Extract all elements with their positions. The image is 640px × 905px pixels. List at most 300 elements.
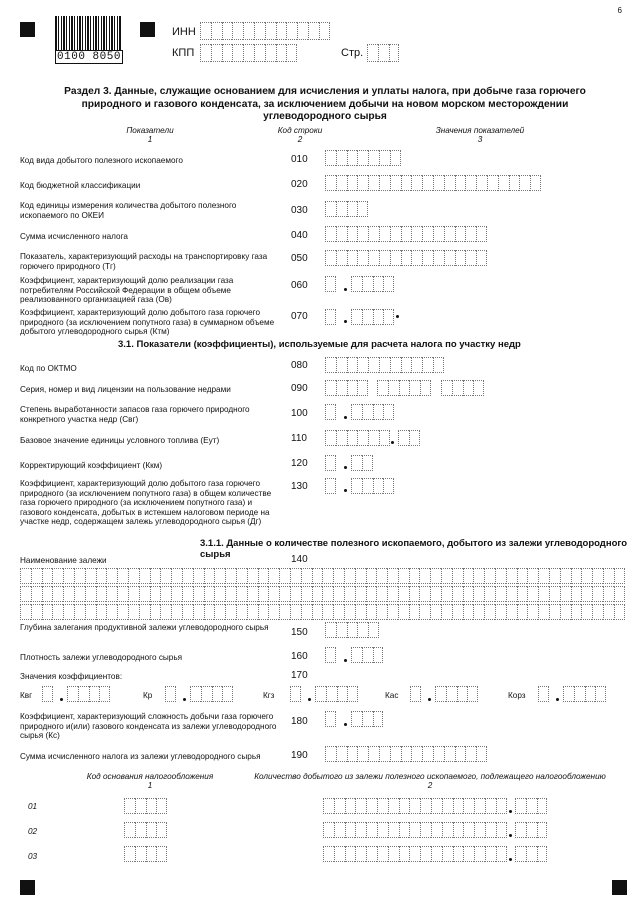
char-cell[interactable] bbox=[476, 250, 487, 266]
char-cell[interactable] bbox=[254, 22, 265, 40]
char-cell[interactable] bbox=[357, 175, 368, 191]
char-cell[interactable] bbox=[99, 686, 110, 702]
char-cell[interactable] bbox=[96, 586, 107, 602]
char-cell[interactable] bbox=[509, 175, 520, 191]
char-cell[interactable] bbox=[614, 568, 625, 584]
char-cell[interactable] bbox=[549, 604, 560, 620]
char-cell[interactable] bbox=[401, 746, 412, 762]
char-cell[interactable] bbox=[366, 846, 377, 862]
char-cell[interactable] bbox=[517, 586, 528, 602]
field-120-frac[interactable] bbox=[351, 455, 373, 471]
char-cell[interactable] bbox=[420, 846, 431, 862]
char-cell[interactable] bbox=[422, 357, 433, 373]
char-cell[interactable] bbox=[444, 226, 455, 242]
char-cell[interactable] bbox=[171, 586, 182, 602]
char-cell[interactable] bbox=[474, 798, 485, 814]
char-cell[interactable] bbox=[435, 686, 446, 702]
bottom-row-01-frac[interactable] bbox=[515, 798, 547, 814]
char-cell[interactable] bbox=[336, 430, 347, 446]
char-cell[interactable] bbox=[538, 568, 549, 584]
char-cell[interactable] bbox=[592, 586, 603, 602]
char-cell[interactable] bbox=[463, 846, 474, 862]
char-cell[interactable] bbox=[193, 568, 204, 584]
char-cell[interactable] bbox=[347, 746, 358, 762]
char-cell[interactable] bbox=[563, 686, 574, 702]
char-cell[interactable] bbox=[515, 846, 526, 862]
field-130-frac[interactable] bbox=[351, 478, 394, 494]
char-cell[interactable] bbox=[85, 604, 96, 620]
char-cell[interactable] bbox=[347, 201, 358, 217]
char-cell[interactable] bbox=[290, 586, 301, 602]
char-cell[interactable] bbox=[325, 711, 336, 727]
field-kvg-int[interactable] bbox=[42, 686, 53, 702]
field-kgz-frac[interactable] bbox=[315, 686, 358, 702]
char-cell[interactable] bbox=[368, 226, 379, 242]
char-cell[interactable] bbox=[200, 44, 211, 62]
char-cell[interactable] bbox=[526, 846, 537, 862]
char-cell[interactable] bbox=[362, 404, 373, 420]
field-020[interactable] bbox=[325, 175, 541, 191]
char-cell[interactable] bbox=[135, 846, 146, 862]
char-cell[interactable] bbox=[398, 604, 409, 620]
char-cell[interactable] bbox=[387, 586, 398, 602]
char-cell[interactable] bbox=[373, 478, 384, 494]
field-100-int[interactable] bbox=[325, 404, 336, 420]
char-cell[interactable] bbox=[78, 686, 89, 702]
char-cell[interactable] bbox=[368, 430, 379, 446]
char-cell[interactable] bbox=[409, 380, 420, 396]
char-cell[interactable] bbox=[476, 175, 487, 191]
char-cell[interactable] bbox=[484, 568, 495, 584]
char-cell[interactable] bbox=[463, 568, 474, 584]
char-cell[interactable] bbox=[367, 44, 378, 62]
char-cell[interactable] bbox=[377, 846, 388, 862]
field-kas-frac[interactable] bbox=[435, 686, 478, 702]
char-cell[interactable] bbox=[265, 44, 276, 62]
char-cell[interactable] bbox=[442, 798, 453, 814]
char-cell[interactable] bbox=[430, 568, 441, 584]
char-cell[interactable] bbox=[222, 44, 233, 62]
char-cell[interactable] bbox=[376, 586, 387, 602]
char-cell[interactable] bbox=[74, 568, 85, 584]
field-180-int[interactable] bbox=[325, 711, 336, 727]
char-cell[interactable] bbox=[484, 586, 495, 602]
char-cell[interactable] bbox=[42, 604, 53, 620]
char-cell[interactable] bbox=[399, 380, 410, 396]
char-cell[interactable] bbox=[419, 586, 430, 602]
char-cell[interactable] bbox=[378, 44, 389, 62]
char-cell[interactable] bbox=[441, 380, 452, 396]
bottom-row-03-frac[interactable] bbox=[515, 846, 547, 862]
char-cell[interactable] bbox=[401, 175, 412, 191]
char-cell[interactable] bbox=[463, 380, 474, 396]
char-cell[interactable] bbox=[357, 430, 368, 446]
char-cell[interactable] bbox=[581, 568, 592, 584]
char-cell[interactable] bbox=[204, 568, 215, 584]
char-cell[interactable] bbox=[85, 586, 96, 602]
char-cell[interactable] bbox=[377, 380, 388, 396]
field-korz-int[interactable] bbox=[538, 686, 549, 702]
char-cell[interactable] bbox=[351, 309, 362, 325]
char-cell[interactable] bbox=[485, 798, 496, 814]
char-cell[interactable] bbox=[517, 568, 528, 584]
char-cell[interactable] bbox=[357, 250, 368, 266]
char-cell[interactable] bbox=[463, 798, 474, 814]
char-cell[interactable] bbox=[453, 798, 464, 814]
field-190[interactable] bbox=[325, 746, 487, 762]
char-cell[interactable] bbox=[452, 380, 463, 396]
char-cell[interactable] bbox=[165, 686, 176, 702]
char-cell[interactable] bbox=[52, 604, 63, 620]
char-cell[interactable] bbox=[74, 586, 85, 602]
char-cell[interactable] bbox=[325, 201, 336, 217]
char-cell[interactable] bbox=[377, 822, 388, 838]
char-cell[interactable] bbox=[323, 798, 334, 814]
char-cell[interactable] bbox=[42, 568, 53, 584]
char-cell[interactable] bbox=[351, 276, 362, 292]
char-cell[interactable] bbox=[473, 604, 484, 620]
char-cell[interactable] bbox=[387, 568, 398, 584]
field-040[interactable] bbox=[325, 226, 487, 242]
char-cell[interactable] bbox=[442, 822, 453, 838]
char-cell[interactable] bbox=[362, 711, 373, 727]
char-cell[interactable] bbox=[527, 604, 538, 620]
char-cell[interactable] bbox=[377, 798, 388, 814]
char-cell[interactable] bbox=[379, 250, 390, 266]
char-cell[interactable] bbox=[441, 604, 452, 620]
char-cell[interactable] bbox=[463, 604, 474, 620]
char-cell[interactable] bbox=[467, 686, 478, 702]
char-cell[interactable] bbox=[325, 647, 336, 663]
char-cell[interactable] bbox=[258, 604, 269, 620]
bottom-row-03-int[interactable] bbox=[323, 846, 507, 862]
char-cell[interactable] bbox=[390, 746, 401, 762]
char-cell[interactable] bbox=[465, 175, 476, 191]
char-cell[interactable] bbox=[368, 746, 379, 762]
char-cell[interactable] bbox=[279, 568, 290, 584]
char-cell[interactable] bbox=[571, 568, 582, 584]
char-cell[interactable] bbox=[319, 22, 330, 40]
char-cell[interactable] bbox=[334, 846, 345, 862]
char-cell[interactable] bbox=[222, 686, 233, 702]
char-cell[interactable] bbox=[325, 150, 336, 166]
char-cell[interactable] bbox=[63, 586, 74, 602]
char-cell[interactable] bbox=[433, 250, 444, 266]
char-cell[interactable] bbox=[347, 175, 358, 191]
char-cell[interactable] bbox=[496, 798, 507, 814]
page-field[interactable] bbox=[367, 44, 399, 62]
char-cell[interactable] bbox=[465, 226, 476, 242]
bottom-row-02-int[interactable] bbox=[323, 822, 507, 838]
field-kvg-frac[interactable] bbox=[67, 686, 110, 702]
char-cell[interactable] bbox=[347, 226, 358, 242]
char-cell[interactable] bbox=[236, 604, 247, 620]
char-cell[interactable] bbox=[538, 686, 549, 702]
char-cell[interactable] bbox=[389, 44, 400, 62]
bottom-row-02-frac[interactable] bbox=[515, 822, 547, 838]
bottom-row-03-code[interactable] bbox=[124, 846, 167, 862]
char-cell[interactable] bbox=[455, 746, 466, 762]
char-cell[interactable] bbox=[571, 586, 582, 602]
char-cell[interactable] bbox=[297, 22, 308, 40]
char-cell[interactable] bbox=[473, 380, 484, 396]
field-160-frac[interactable] bbox=[351, 647, 383, 663]
char-cell[interactable] bbox=[441, 586, 452, 602]
char-cell[interactable] bbox=[156, 822, 167, 838]
char-cell[interactable] bbox=[433, 175, 444, 191]
char-cell[interactable] bbox=[476, 226, 487, 242]
char-cell[interactable] bbox=[247, 604, 258, 620]
char-cell[interactable] bbox=[560, 604, 571, 620]
char-cell[interactable] bbox=[182, 568, 193, 584]
char-cell[interactable] bbox=[366, 586, 377, 602]
field-150[interactable] bbox=[325, 622, 379, 638]
char-cell[interactable] bbox=[420, 380, 431, 396]
char-cell[interactable] bbox=[214, 604, 225, 620]
char-cell[interactable] bbox=[398, 586, 409, 602]
char-cell[interactable] bbox=[441, 568, 452, 584]
field-090-series[interactable] bbox=[325, 380, 368, 396]
char-cell[interactable] bbox=[506, 568, 517, 584]
bottom-row-02-code[interactable] bbox=[124, 822, 167, 838]
char-cell[interactable] bbox=[301, 568, 312, 584]
bottom-row-01-code[interactable] bbox=[124, 798, 167, 814]
field-kas-int[interactable] bbox=[410, 686, 421, 702]
char-cell[interactable] bbox=[279, 586, 290, 602]
char-cell[interactable] bbox=[182, 586, 193, 602]
char-cell[interactable] bbox=[312, 604, 323, 620]
char-cell[interactable] bbox=[150, 586, 161, 602]
field-110-frac[interactable] bbox=[398, 430, 420, 446]
char-cell[interactable] bbox=[333, 586, 344, 602]
char-cell[interactable] bbox=[325, 746, 336, 762]
char-cell[interactable] bbox=[457, 686, 468, 702]
char-cell[interactable] bbox=[265, 22, 276, 40]
field-140-line3[interactable] bbox=[20, 604, 625, 620]
char-cell[interactable] bbox=[373, 711, 384, 727]
char-cell[interactable] bbox=[496, 846, 507, 862]
field-110-int[interactable] bbox=[325, 430, 390, 446]
field-140-line1[interactable] bbox=[20, 568, 625, 584]
char-cell[interactable] bbox=[146, 798, 157, 814]
char-cell[interactable] bbox=[368, 622, 379, 638]
char-cell[interactable] bbox=[530, 175, 541, 191]
char-cell[interactable] bbox=[455, 226, 466, 242]
char-cell[interactable] bbox=[243, 44, 254, 62]
char-cell[interactable] bbox=[268, 586, 279, 602]
char-cell[interactable] bbox=[366, 822, 377, 838]
char-cell[interactable] bbox=[357, 357, 368, 373]
char-cell[interactable] bbox=[409, 430, 420, 446]
char-cell[interactable] bbox=[379, 430, 390, 446]
char-cell[interactable] bbox=[63, 604, 74, 620]
char-cell[interactable] bbox=[485, 846, 496, 862]
char-cell[interactable] bbox=[351, 455, 362, 471]
char-cell[interactable] bbox=[519, 175, 530, 191]
char-cell[interactable] bbox=[355, 822, 366, 838]
char-cell[interactable] bbox=[362, 276, 373, 292]
char-cell[interactable] bbox=[351, 711, 362, 727]
char-cell[interactable] bbox=[214, 586, 225, 602]
inn-field[interactable] bbox=[200, 22, 330, 40]
char-cell[interactable] bbox=[322, 586, 333, 602]
char-cell[interactable] bbox=[433, 746, 444, 762]
char-cell[interactable] bbox=[379, 175, 390, 191]
char-cell[interactable] bbox=[63, 568, 74, 584]
char-cell[interactable] bbox=[347, 686, 358, 702]
char-cell[interactable] bbox=[96, 604, 107, 620]
char-cell[interactable] bbox=[463, 822, 474, 838]
char-cell[interactable] bbox=[312, 586, 323, 602]
char-cell[interactable] bbox=[325, 478, 336, 494]
char-cell[interactable] bbox=[236, 586, 247, 602]
char-cell[interactable] bbox=[419, 568, 430, 584]
char-cell[interactable] bbox=[351, 478, 362, 494]
char-cell[interactable] bbox=[52, 568, 63, 584]
char-cell[interactable] bbox=[383, 309, 394, 325]
char-cell[interactable] bbox=[232, 44, 243, 62]
char-cell[interactable] bbox=[315, 686, 326, 702]
char-cell[interactable] bbox=[409, 568, 420, 584]
char-cell[interactable] bbox=[390, 250, 401, 266]
char-cell[interactable] bbox=[399, 822, 410, 838]
char-cell[interactable] bbox=[376, 568, 387, 584]
char-cell[interactable] bbox=[366, 568, 377, 584]
char-cell[interactable] bbox=[366, 798, 377, 814]
char-cell[interactable] bbox=[193, 604, 204, 620]
char-cell[interactable] bbox=[301, 586, 312, 602]
char-cell[interactable] bbox=[67, 686, 78, 702]
char-cell[interactable] bbox=[117, 568, 128, 584]
char-cell[interactable] bbox=[135, 822, 146, 838]
char-cell[interactable] bbox=[373, 276, 384, 292]
char-cell[interactable] bbox=[247, 586, 258, 602]
char-cell[interactable] bbox=[473, 586, 484, 602]
char-cell[interactable] bbox=[409, 798, 420, 814]
char-cell[interactable] bbox=[325, 226, 336, 242]
char-cell[interactable] bbox=[399, 798, 410, 814]
char-cell[interactable] bbox=[444, 250, 455, 266]
char-cell[interactable] bbox=[614, 604, 625, 620]
char-cell[interactable] bbox=[190, 686, 201, 702]
char-cell[interactable] bbox=[357, 380, 368, 396]
char-cell[interactable] bbox=[537, 822, 548, 838]
char-cell[interactable] bbox=[276, 44, 287, 62]
char-cell[interactable] bbox=[124, 846, 135, 862]
char-cell[interactable] bbox=[336, 175, 347, 191]
char-cell[interactable] bbox=[409, 822, 420, 838]
field-090-number[interactable] bbox=[377, 380, 431, 396]
char-cell[interactable] bbox=[379, 226, 390, 242]
char-cell[interactable] bbox=[171, 604, 182, 620]
char-cell[interactable] bbox=[325, 430, 336, 446]
field-080[interactable] bbox=[325, 357, 444, 373]
char-cell[interactable] bbox=[560, 568, 571, 584]
char-cell[interactable] bbox=[560, 586, 571, 602]
char-cell[interactable] bbox=[336, 150, 347, 166]
char-cell[interactable] bbox=[156, 846, 167, 862]
char-cell[interactable] bbox=[585, 686, 596, 702]
char-cell[interactable] bbox=[485, 822, 496, 838]
char-cell[interactable] bbox=[465, 746, 476, 762]
char-cell[interactable] bbox=[225, 568, 236, 584]
field-160-int[interactable] bbox=[325, 647, 336, 663]
char-cell[interactable] bbox=[444, 175, 455, 191]
field-kr-int[interactable] bbox=[165, 686, 176, 702]
char-cell[interactable] bbox=[390, 175, 401, 191]
char-cell[interactable] bbox=[89, 686, 100, 702]
field-kgz-int[interactable] bbox=[290, 686, 301, 702]
char-cell[interactable] bbox=[506, 586, 517, 602]
field-korz-frac[interactable] bbox=[563, 686, 606, 702]
char-cell[interactable] bbox=[527, 568, 538, 584]
field-090-type[interactable] bbox=[441, 380, 484, 396]
char-cell[interactable] bbox=[390, 357, 401, 373]
char-cell[interactable] bbox=[334, 822, 345, 838]
char-cell[interactable] bbox=[411, 226, 422, 242]
char-cell[interactable] bbox=[362, 309, 373, 325]
char-cell[interactable] bbox=[463, 586, 474, 602]
char-cell[interactable] bbox=[325, 380, 336, 396]
field-100-frac[interactable] bbox=[351, 404, 394, 420]
char-cell[interactable] bbox=[325, 357, 336, 373]
char-cell[interactable] bbox=[312, 568, 323, 584]
kpp-field[interactable] bbox=[200, 44, 297, 62]
char-cell[interactable] bbox=[474, 822, 485, 838]
char-cell[interactable] bbox=[160, 586, 171, 602]
char-cell[interactable] bbox=[366, 604, 377, 620]
field-070-frac[interactable] bbox=[351, 309, 394, 325]
char-cell[interactable] bbox=[290, 686, 301, 702]
char-cell[interactable] bbox=[383, 276, 394, 292]
char-cell[interactable] bbox=[355, 798, 366, 814]
char-cell[interactable] bbox=[222, 22, 233, 40]
char-cell[interactable] bbox=[286, 22, 297, 40]
char-cell[interactable] bbox=[106, 568, 117, 584]
char-cell[interactable] bbox=[225, 604, 236, 620]
char-cell[interactable] bbox=[106, 604, 117, 620]
char-cell[interactable] bbox=[139, 604, 150, 620]
char-cell[interactable] bbox=[357, 226, 368, 242]
char-cell[interactable] bbox=[409, 586, 420, 602]
char-cell[interactable] bbox=[156, 798, 167, 814]
char-cell[interactable] bbox=[526, 822, 537, 838]
char-cell[interactable] bbox=[422, 746, 433, 762]
char-cell[interactable] bbox=[595, 686, 606, 702]
char-cell[interactable] bbox=[150, 568, 161, 584]
char-cell[interactable] bbox=[42, 586, 53, 602]
char-cell[interactable] bbox=[336, 380, 347, 396]
char-cell[interactable] bbox=[388, 798, 399, 814]
char-cell[interactable] bbox=[388, 822, 399, 838]
char-cell[interactable] bbox=[581, 586, 592, 602]
char-cell[interactable] bbox=[368, 150, 379, 166]
char-cell[interactable] bbox=[323, 846, 334, 862]
char-cell[interactable] bbox=[336, 622, 347, 638]
char-cell[interactable] bbox=[549, 586, 560, 602]
char-cell[interactable] bbox=[431, 846, 442, 862]
field-120-int[interactable] bbox=[325, 455, 336, 471]
char-cell[interactable] bbox=[498, 175, 509, 191]
char-cell[interactable] bbox=[323, 822, 334, 838]
char-cell[interactable] bbox=[495, 586, 506, 602]
char-cell[interactable] bbox=[357, 150, 368, 166]
char-cell[interactable] bbox=[326, 686, 337, 702]
char-cell[interactable] bbox=[410, 686, 421, 702]
char-cell[interactable] bbox=[592, 604, 603, 620]
char-cell[interactable] bbox=[333, 604, 344, 620]
char-cell[interactable] bbox=[225, 586, 236, 602]
